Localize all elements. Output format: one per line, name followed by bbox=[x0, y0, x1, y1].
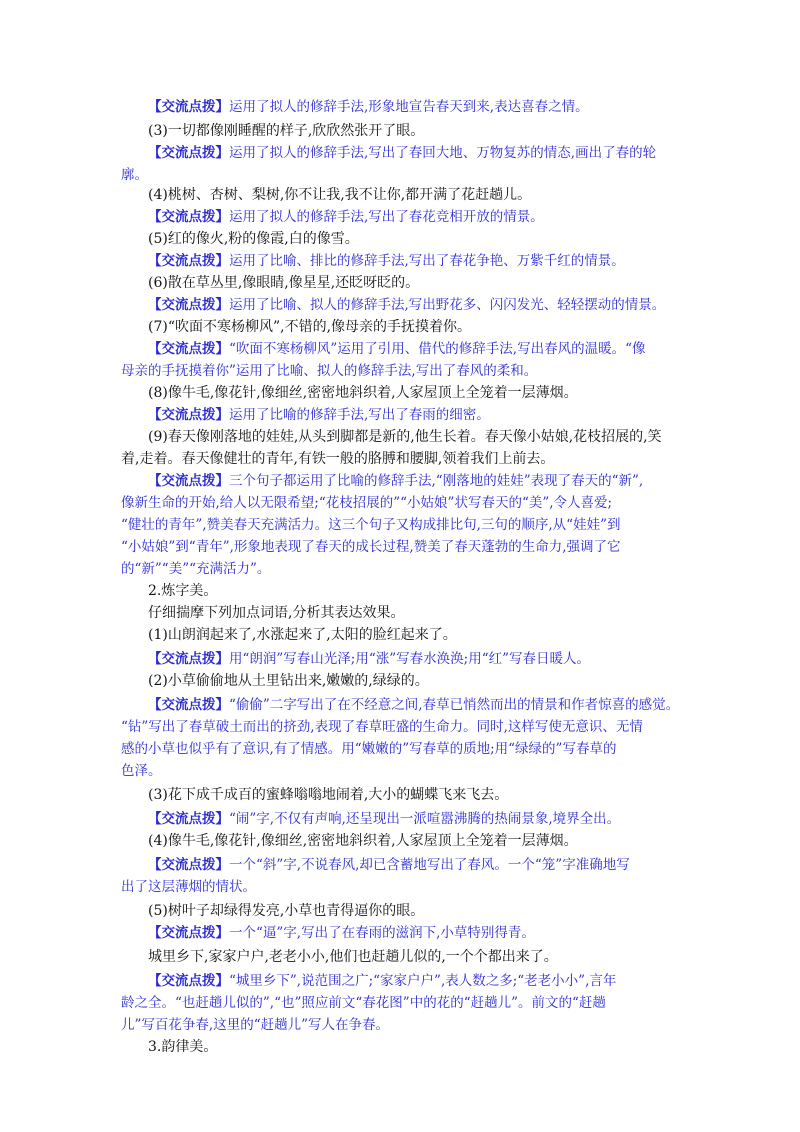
line-text: “吹面不寒杨柳风”运用了引用、借代的修辞手法,写出春风的温暖。“像 bbox=[229, 341, 646, 357]
annotation-tag: 【交流点拨】 bbox=[148, 407, 229, 423]
text-line bbox=[148, 184, 696, 206]
text-line bbox=[148, 120, 696, 142]
line-text: (7)“吹面不寒杨柳风”,不错的,像母亲的手抚摸着你。 bbox=[148, 319, 472, 335]
line-text: 儿”写百花争春,这里的“赶趟儿”写人在争春。 bbox=[121, 1017, 389, 1033]
line-text: 用“朗润”写春山光泽;用“涨”写春水涣涣;用“红”写春日暖人。 bbox=[229, 651, 591, 667]
annotation-line bbox=[148, 206, 696, 228]
annotation-line bbox=[121, 1014, 696, 1036]
text-line bbox=[148, 426, 696, 448]
line-text: (5)红的像火,粉的像霞,白的像雪。 bbox=[148, 231, 359, 247]
line-text: 仔细揣摩下列加点词语,分析其表达效果。 bbox=[148, 605, 405, 621]
line-text: 龄之全。“也赶趟儿似的”,“也”照应前文“春花图”中的花的“赶趟儿”。前文的“赶趟 bbox=[121, 995, 606, 1011]
annotation-line bbox=[121, 360, 696, 382]
annotation-tag: 【交流点拨】 bbox=[148, 297, 229, 313]
annotation-line bbox=[148, 250, 696, 272]
text-line bbox=[148, 900, 696, 922]
annotation-line bbox=[121, 716, 696, 738]
annotation-tag: 【交流点拨】 bbox=[148, 209, 229, 225]
text-line bbox=[148, 1036, 696, 1058]
line-text: “偷偷”二字写出了在不经意之间,春草已悄然而出的情景和作者惊喜的感觉。 bbox=[229, 697, 680, 713]
line-text: 城里乡下,家家户户,老老小小,他们也赶趟儿似的,一个个都出来了。 bbox=[148, 949, 558, 965]
annotation-line bbox=[121, 738, 696, 760]
line-text: (2)小草偷偷地从土里钻出来,嫩嫩的,绿绿的。 bbox=[148, 673, 429, 689]
line-text: 感的小草也似乎有了意识,有了情感。用“嫩嫩的”写春草的质地;用“绿绿的”写春草的 bbox=[121, 741, 617, 757]
annotation-line bbox=[121, 514, 696, 536]
line-text: “健壮的青年”,赞美春天充满活力。这三个句子又构成排比句,三句的顺序,从“娃娃”到 bbox=[121, 517, 621, 533]
text-line bbox=[148, 382, 696, 404]
text-line bbox=[148, 316, 696, 338]
annotation-line bbox=[121, 536, 696, 558]
annotation-line bbox=[148, 648, 696, 670]
line-text: (3)一切都像刚睡醒的样子,欣欣然张开了眼。 bbox=[148, 123, 425, 139]
line-text: 运用了拟人的修辞手法,写出了春花竞相开放的情景。 bbox=[229, 209, 544, 225]
annotation-line bbox=[148, 970, 696, 992]
annotation-tag: 【交流点拨】 bbox=[148, 857, 229, 873]
annotation-tag: 【交流点拨】 bbox=[148, 473, 229, 489]
line-text: (4)像牛毛,像花针,像细丝,密密地斜织着,人家屋顶上全笼着一层薄烟。 bbox=[148, 833, 578, 849]
text-line bbox=[121, 448, 696, 470]
line-text: 着,走着。春天像健壮的青年,有铁一般的胳膊和腰脚,领着我们上前去。 bbox=[121, 451, 555, 467]
annotation-tag: 【交流点拨】 bbox=[148, 341, 229, 357]
line-text: 运用了拟人的修辞手法,写出了春回大地、万物复苏的情态,画出了春的轮 bbox=[229, 145, 657, 161]
text-line bbox=[148, 946, 696, 968]
line-text: (9)春天像刚落地的娃娃,从头到脚都是新的,他生长着。春天像小姑娘,花枝招展的,笑 bbox=[148, 429, 662, 445]
line-text: “小姑娘”到“青年”,形象地表现了春天的成长过程,赞美了春天蓬勃的生命力,强调了它 bbox=[121, 539, 621, 555]
annotation-tag: 【交流点拨】 bbox=[148, 925, 229, 941]
line-text: (8)像牛毛,像花针,像细丝,密密地斜织着,人家屋顶上全笼着一层薄烟。 bbox=[148, 385, 578, 401]
annotation-line bbox=[121, 760, 696, 782]
line-text: (5)树叶子却绿得发亮,小草也青得逼你的眼。 bbox=[148, 903, 425, 919]
annotation-line bbox=[121, 992, 696, 1014]
line-text: “城里乡下”,说范围之广;“家家户户”,表人数之多;“老老小小”,言年 bbox=[229, 973, 617, 989]
line-text: “闹”字,不仅有声响,还呈现出一派喧嚣沸腾的热闹景象,境界全出。 bbox=[229, 811, 621, 827]
text-line bbox=[148, 228, 696, 250]
line-text: 运用了比喻、拟人的修辞手法,写出野花多、闪闪发光、轻轻摆动的情景。 bbox=[229, 297, 666, 313]
annotation-line bbox=[121, 876, 696, 898]
annotation-line bbox=[148, 96, 696, 118]
annotation-line bbox=[148, 338, 696, 360]
annotation-line bbox=[121, 164, 696, 186]
line-text: (1)山朗润起来了,水涨起来了,太阳的脸红起来了。 bbox=[148, 627, 457, 643]
line-text: 一个“逼”字,写出了在春雨的滋润下,小草特别得青。 bbox=[229, 925, 535, 941]
line-text: (6)散在草丛里,像眼睛,像星星,还眨呀眨的。 bbox=[148, 275, 420, 291]
annotation-line bbox=[148, 404, 696, 426]
text-line bbox=[148, 784, 696, 806]
line-text: 运用了比喻的修辞手法,写出了春雨的细密。 bbox=[229, 407, 490, 423]
line-text: (4)桃树、杏树、梨树,你不让我,我不让你,都开满了花赶趟儿。 bbox=[148, 187, 532, 203]
line-text: 像新生命的开始,给人以无限希望;“花枝招展的”“小姑娘”状写春天的“美”,令人喜爱; bbox=[121, 495, 613, 511]
annotation-tag: 【交流点拨】 bbox=[148, 811, 229, 827]
line-text: 出了这层薄烟的情状。 bbox=[121, 879, 256, 895]
line-text: (3)花下成千成百的蜜蜂嗡嗡地闹着,大小的蝴蝶飞来飞去。 bbox=[148, 787, 509, 803]
line-text: 一个“斜”字,不说春风,却已含蓄地写出了春风。一个“笼”字准确地写 bbox=[229, 857, 630, 873]
annotation-line bbox=[121, 558, 696, 580]
line-text: “钻”写出了春草破土而出的挤劲,表现了春草旺盛的生命力。同时,这样写使无意识、无情 bbox=[121, 719, 643, 735]
text-line bbox=[148, 602, 696, 624]
annotation-tag: 【交流点拨】 bbox=[148, 651, 229, 667]
annotation-tag: 【交流点拨】 bbox=[148, 145, 229, 161]
line-text: 运用了比喻、排比的修辞手法,写出了春花争艳、万紫千红的情景。 bbox=[229, 253, 625, 269]
line-text: 运用了拟人的修辞手法,形象地宣告春天到来,表达喜春之情。 bbox=[229, 99, 589, 115]
text-line bbox=[148, 580, 696, 602]
annotation-line bbox=[148, 694, 696, 716]
text-line bbox=[148, 830, 696, 852]
line-text: 母亲的手抚摸着你”运用了比喻、拟人的修辞手法,写出了春风的柔和。 bbox=[121, 363, 538, 379]
annotation-tag: 【交流点拨】 bbox=[148, 99, 229, 115]
line-text: 廓。 bbox=[121, 167, 148, 183]
annotation-line bbox=[148, 142, 696, 164]
line-text: 2.炼字美。 bbox=[148, 583, 218, 599]
annotation-line bbox=[148, 470, 696, 492]
annotation-tag: 【交流点拨】 bbox=[148, 253, 229, 269]
text-line bbox=[148, 624, 696, 646]
annotation-tag: 【交流点拨】 bbox=[148, 697, 229, 713]
annotation-line bbox=[121, 492, 696, 514]
annotation-tag: 【交流点拨】 bbox=[148, 973, 229, 989]
line-text: 3.韵律美。 bbox=[148, 1039, 218, 1055]
line-text: 色泽。 bbox=[121, 763, 162, 779]
line-text: 三个句子都运用了比喻的修辞手法,“刚落地的娃娃”表现了春天的“新”, bbox=[229, 473, 644, 489]
text-line bbox=[148, 670, 696, 692]
annotation-line bbox=[148, 854, 696, 876]
line-text: 的“新”“美”“充满活力”。 bbox=[121, 561, 271, 577]
annotation-line bbox=[148, 294, 696, 316]
annotation-line bbox=[148, 922, 696, 944]
annotation-line bbox=[148, 808, 696, 830]
text-line bbox=[148, 272, 696, 294]
